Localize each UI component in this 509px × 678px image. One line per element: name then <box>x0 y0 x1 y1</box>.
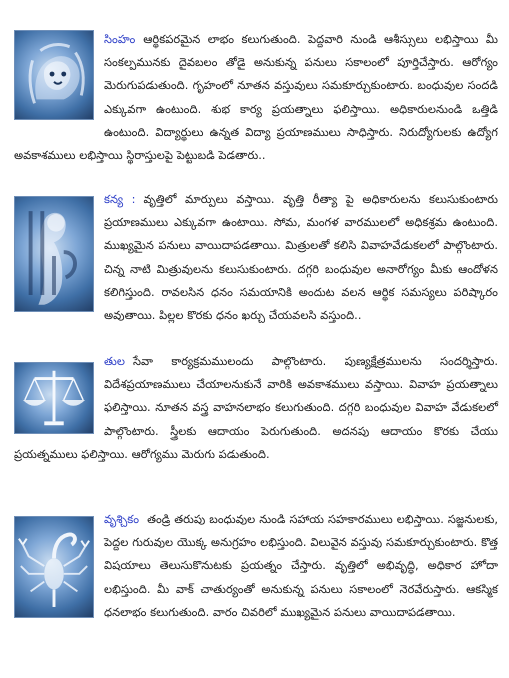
prediction-text: ఆర్థికపరమైన లాభం కలుగుతుంది. పెద్దవారి నుండి ఆశీస్సులు లభిస్తాయి మీ సంకల్పమునకు దైవబలం తోడై అనుకున్న పనులు సకాలంలో పూర్తిచేస్తారు. ఆరోగ్యం మెరుగుపడుతుంది. గృహంలో నూతన వస్తువులు సమకూర్చుకుంటారు. బంధువుల సందడి ఎక్కువగా ఉంటుంది. శుభ కార్య ప్రయత్నాలు ఫలిస్తాయి. అధికారులనుండి ఒత్తిడి ఉంటుంది. విద్యార్థులు ఉన్నత విద్యా ప్రయాణములు సాధిస్తారు. నిరుద్యోగులకు ఉద్యోగ అవకాశములు లభిస్తాయి స్థిరాస్తులపై పెట్టుబడి పెడతారు.. <box>14 32 498 163</box>
virgo-icon <box>14 196 94 312</box>
lion-icon <box>14 30 94 120</box>
prediction-text: తండ్రి తరుపు బంధువుల నుండి సహాయ సహకారములు లభిస్తాయి. సజ్జనులకు, పెద్దల గురువుల యొక్క అనుగ్రహం లభిస్తుంది. విలువైన వస్తువు సమకూర్చుకుంటారు. కొత్త విషయాలు తెలుసుకొనుటకు ప్రయత్నం చేస్తారు. వృత్తిలో అభివృద్ధి, అధికార హోదా లభిస్తుంది. మీ వాక్ చాతుర్యంతో అనుకున్న పనులు సకాలంలో నెరవేరుస్తారు. ఆకస్మిక ధనలాభం కలుగుతుంది. వారం చివరిలో ముఖ్యమైన పనులు వాయిదాపడతాయి. <box>104 512 498 619</box>
libra-scales-icon <box>14 362 94 434</box>
sign-name: వృశ్చికం <box>104 512 140 526</box>
horoscope-entry-scorpio <box>14 508 498 624</box>
prediction-text: సేవా కార్యక్రమములందు పాల్గొంటారు. పుణ్యక్షేత్రములను సందర్శిస్తారు. విదేశప్రయాణములు చేయాలనుకునే వారికి అవకాశములు వస్తాయి. వివాహ ప్రయత్నాలు ఫలిస్తాయి. నూతన వస్త్ర వాహనలాభం కలుగుతుంది. దగ్గరి బంధువుల వివాహ వేడుకలలో పాల్గొంటారు. స్త్రీలకు ఆదాయం పెరుగుతుంది. అదనపు ఆదాయం కొరకు చేయు ప్రయత్నములు ఫలిస్తాయి. ఆరోగ్యము మెరుగు పడుతుంది. <box>14 354 498 461</box>
horoscope-entry-virgo <box>14 188 498 327</box>
sign-name: తుల <box>104 354 125 368</box>
sign-name: సింహం <box>104 32 136 46</box>
prediction-text: వృత్తిలో మార్పులు వస్తాయి. వృత్తి రీత్యా పై అధికారులను కలుసుకుంటారు ప్రయాణములు ఎక్కువగా ఉంటాయి. సోమ, మంగళ వారములలో అధికశ్రమ ఉంటుంది. ముఖ్యమైన పనులు వాయిదాపడతాయి. మిత్రులతో కలిసి వివాహవేడుకలలో పాల్గొంటారు. చిన్న నాటి మిత్రువులను కలుసుకుంటారు. దగ్గరి బంధువుల అనారోగ్యం మీకు ఆందోళన కలిగిస్తుంది. రావలసిన ధనం సమయానికి అందుట వలన ఆర్థిక సమస్యలు పరిష్కారం అవుతాయి. పిల్లల కొరకు ధనం ఖర్చు చేయవలసి వస్తుంది.. <box>104 192 498 323</box>
sign-name: కన్య : <box>104 192 136 206</box>
scorpion-icon <box>14 516 94 618</box>
horoscope-entry-libra <box>14 350 498 466</box>
horoscope-entry-leo <box>14 28 498 167</box>
